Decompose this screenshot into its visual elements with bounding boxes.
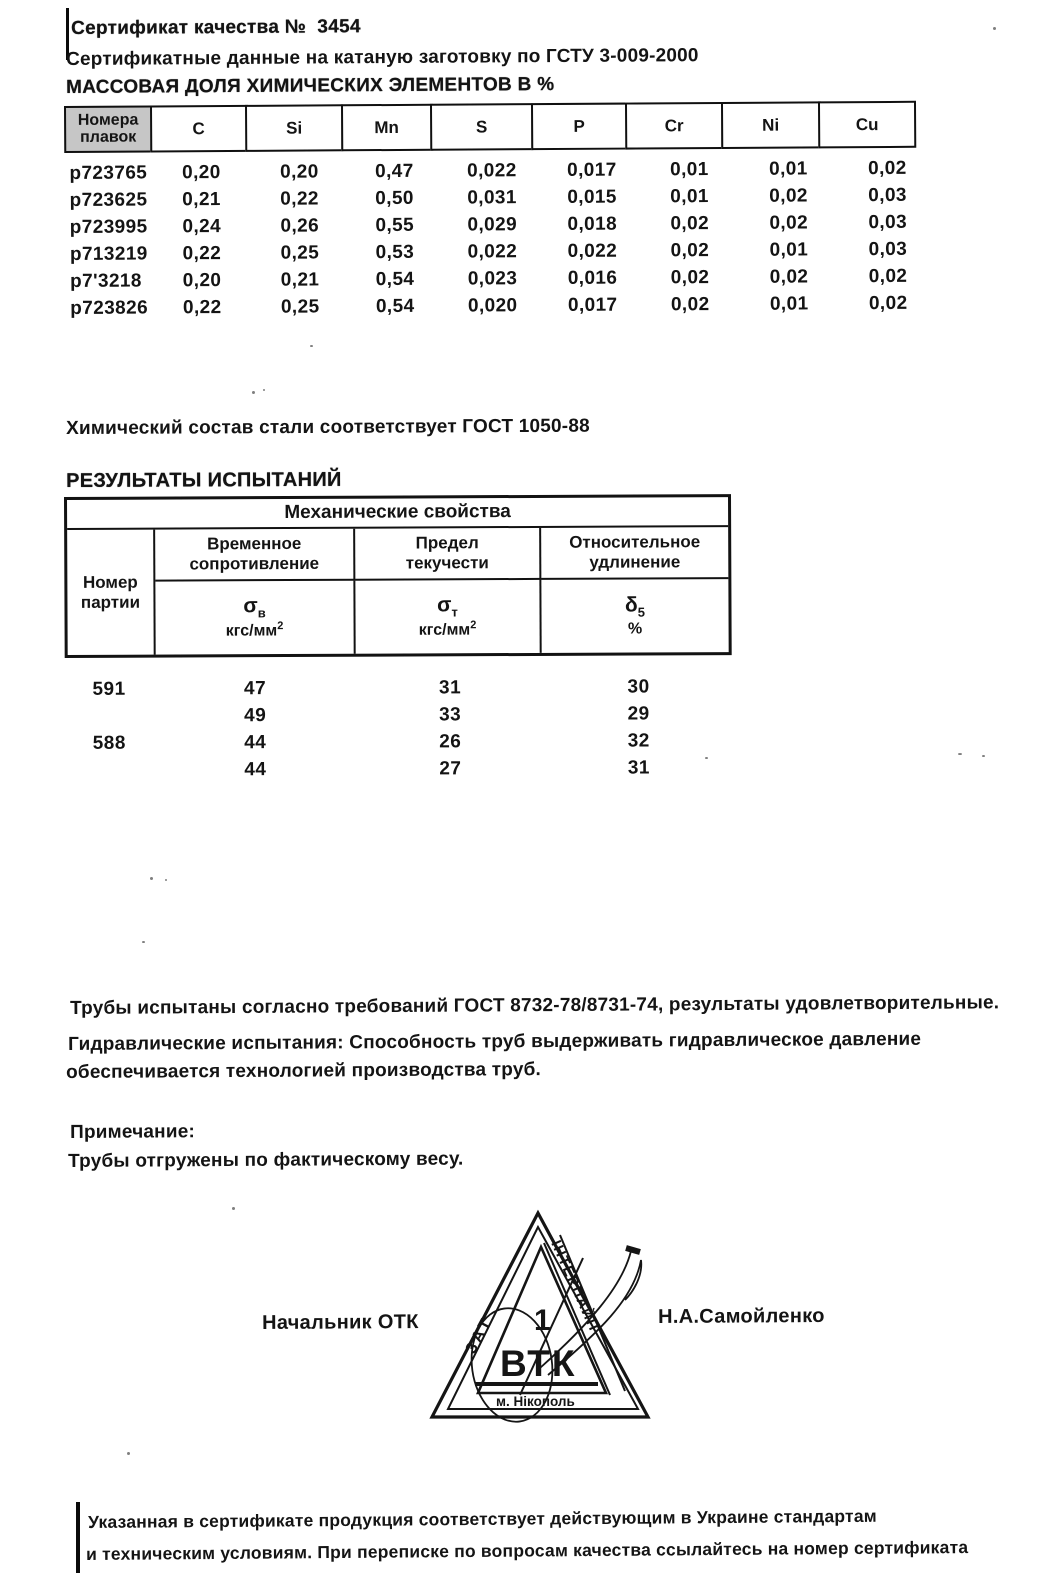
scan-speck <box>263 389 265 391</box>
scan-speck <box>982 755 985 757</box>
mech-unit-yield <box>355 580 541 654</box>
certificate-title: Сертификат качества № 3454 <box>71 16 361 39</box>
batch-number <box>64 703 154 730</box>
chem-cell: 0,01 <box>670 158 709 180</box>
batch-number <box>64 757 154 784</box>
chem-cell: 0,54 <box>375 295 415 317</box>
chem-section-heading: МАССОВАЯ ДОЛЯ ХИМИЧЕСКИХ ЭЛЕМЕНТОВ В % <box>66 74 555 98</box>
scan-speck <box>705 757 708 759</box>
chem-cell: 0,02 <box>670 212 710 234</box>
signer-name: Н.А.Самойленко <box>658 1304 825 1328</box>
chem-cell: 0,018 <box>567 213 618 235</box>
mech-col-header-tensile <box>155 529 355 582</box>
scan-speck <box>165 879 167 881</box>
mech-value: 33 <box>439 703 462 725</box>
footer-line-1: Указанная в сертификате продукция соответствует действующим в Украине стандартам <box>88 1505 877 1532</box>
chem-cell: 0,50 <box>375 187 414 209</box>
chem-header-mn: Mn <box>340 104 432 152</box>
signer-role: Начальник ОТК <box>262 1311 419 1334</box>
footer-line-2: и техническим условиям. При переписке по вопросам качества ссылайтесь на номер сертификата <box>86 1537 969 1564</box>
mech-batch-header: Номер партии <box>67 530 156 655</box>
chem-cell: 0,022 <box>467 240 518 263</box>
note-heading: Примечание: <box>70 1121 196 1143</box>
chem-cell: 0,020 <box>467 294 518 317</box>
unit-percent: % <box>627 620 643 638</box>
tests-result-line: Трубы испытаны согласно требований ГОСТ 8732-78/8731-74, результаты удовлетворительные. <box>70 992 1000 1019</box>
chem-cell: 0,03 <box>868 184 907 206</box>
sigma-b-symbol: $\sigma_в$ <box>243 594 266 621</box>
batch-number: 591 <box>92 678 126 700</box>
col-header-label: Временное сопротивление <box>189 533 320 574</box>
mech-value: 29 <box>627 702 650 725</box>
mech-value: 26 <box>439 730 462 752</box>
chem-cell: 0,24 <box>182 215 222 237</box>
chem-cell: 0,47 <box>375 160 414 182</box>
mech-value: 49 <box>244 704 267 726</box>
unit-kgs-mm2: кгс/$мм^2$ <box>225 620 284 641</box>
chem-cell: 0,55 <box>375 214 415 236</box>
chem-cell: 0,016 <box>567 267 618 289</box>
chem-cell: 0,02 <box>670 239 710 261</box>
chem-cell: 0,01 <box>769 238 809 261</box>
unit-kgs-mm2: кгс/$мм^2$ <box>418 619 477 640</box>
chem-header-cu: Cu <box>818 101 916 149</box>
chem-cell: 0,023 <box>467 267 518 290</box>
mech-unit-elongation <box>541 579 728 653</box>
col-header-label: Предел текучести <box>405 532 489 573</box>
heat-number: p723995 <box>69 215 148 238</box>
chem-cell: 0,22 <box>182 242 222 264</box>
chem-cell: 0,02 <box>868 265 908 287</box>
mech-col-header-yield <box>355 528 541 581</box>
mech-table <box>64 494 732 658</box>
chem-cell: 0,22 <box>182 296 222 318</box>
heat-number: p723765 <box>69 161 148 184</box>
hydraulic-tests-line2: обеспечивается технологией производства труб. <box>66 1059 542 1083</box>
chem-cell: 0,25 <box>280 295 320 318</box>
heat-number: p713219 <box>69 242 148 265</box>
qc-stamp <box>420 1203 685 1443</box>
footer-margin-bar <box>76 1502 80 1573</box>
delta-5-symbol: $\delta_5$ <box>624 593 646 621</box>
chem-cell: 0,01 <box>769 292 809 315</box>
chem-cell: 0,26 <box>280 214 320 237</box>
mech-value: 30 <box>627 675 650 698</box>
chem-cell: 0,02 <box>670 266 710 288</box>
stamp-org-text: ЗАТ <box>462 1313 497 1357</box>
chem-cell: 0,02 <box>670 293 710 315</box>
chem-cell: 0,02 <box>769 211 809 234</box>
heat-number: p7'3218 <box>70 270 142 292</box>
chem-cell: 0,015 <box>567 186 617 208</box>
mech-span-header: Механические свойства <box>67 497 728 530</box>
chem-cell: 0,022 <box>467 159 517 182</box>
chem-conformity-note: Химический состав стали соответствует ГОСТ 1050-88 <box>66 415 590 439</box>
chem-header-p: P <box>530 103 627 151</box>
chem-cell: 0,031 <box>467 186 517 209</box>
results-heading: РЕЗУЛЬТАТЫ ИСПЫТАНИЙ <box>66 468 342 492</box>
scan-speck <box>232 1207 235 1210</box>
chem-table-header <box>64 101 944 153</box>
chem-cell: 0,02 <box>868 292 908 314</box>
chem-cell: 0,20 <box>182 269 222 291</box>
certificate-subtitle: Сертификатные данные на катаную заготовку по ГСТУ 3-009-2000 <box>66 45 699 70</box>
scan-speck <box>127 1452 130 1455</box>
chem-cell: 0,01 <box>670 185 709 207</box>
chem-header-heats: Номера плавок <box>64 105 152 153</box>
chem-cell: 0,02 <box>769 265 809 288</box>
chem-table <box>64 101 945 322</box>
mech-value: 31 <box>627 756 651 779</box>
chem-header-s: S <box>430 103 533 151</box>
chem-header-si: Si <box>245 104 343 152</box>
chem-header-c: C <box>149 105 247 153</box>
stamp-number: 1 <box>534 1304 551 1337</box>
scan-speck <box>310 345 313 347</box>
heat-number: p723826 <box>70 296 149 319</box>
chem-cell: 0,54 <box>375 268 415 290</box>
note-text: Трубы отгружены по фактическому весу. <box>68 1148 464 1172</box>
mech-value: 27 <box>439 757 462 779</box>
chem-cell: 0,02 <box>868 157 907 179</box>
mech-value: 47 <box>243 677 267 699</box>
chem-table-body <box>64 155 945 322</box>
stamp-city-text: м. Нікополь <box>496 1394 575 1409</box>
chem-header-ni: Ni <box>720 101 820 149</box>
chem-cell: 0,21 <box>280 268 320 291</box>
scan-speck <box>142 941 145 943</box>
mech-value: 31 <box>438 676 462 698</box>
chem-cell: 0,02 <box>769 184 808 207</box>
scan-speck <box>150 877 153 880</box>
chem-cell: 0,029 <box>467 213 518 236</box>
scan-speck <box>958 753 962 755</box>
mech-value: 44 <box>244 731 267 753</box>
sigma-t-symbol: $\sigma_т$ <box>437 593 458 620</box>
chem-cell: 0,20 <box>280 160 319 183</box>
mech-value: 44 <box>244 758 267 780</box>
chem-cell: 0,017 <box>567 294 618 316</box>
chem-cell: 0,25 <box>280 241 320 264</box>
heat-number: p723625 <box>69 188 148 211</box>
chem-cell: 0,22 <box>280 187 319 210</box>
chem-cell: 0,022 <box>567 240 618 262</box>
chem-cell: 0,21 <box>182 188 221 210</box>
chem-cell: 0,20 <box>182 161 221 183</box>
col-header-label: Относительное удлинение <box>569 531 701 572</box>
mech-unit-tensile <box>155 581 355 655</box>
scan-speck <box>993 27 996 30</box>
chem-cell: 0,03 <box>868 211 908 233</box>
stamp-dept-text: ВТК <box>500 1343 577 1384</box>
chem-cell: 0,03 <box>868 238 908 260</box>
mech-results <box>64 673 733 784</box>
table-row <box>65 290 945 322</box>
stamp-brand-text: ІНТЕРПАЙП <box>547 1238 602 1335</box>
batch-number: 588 <box>92 732 126 754</box>
scan-speck <box>252 391 255 394</box>
chem-header-cr: Cr <box>625 102 723 150</box>
chem-cell: 0,01 <box>769 157 808 180</box>
chem-cell: 0,53 <box>375 241 415 263</box>
hydraulic-tests-line: Гидравлические испытания: Способность труб выдерживать гидравлическое давление <box>68 1028 922 1055</box>
chem-cell: 0,017 <box>567 159 617 181</box>
mech-value: 32 <box>627 729 650 752</box>
mech-col-header-elongation <box>541 527 728 580</box>
signature-pen-dash <box>626 1248 640 1252</box>
